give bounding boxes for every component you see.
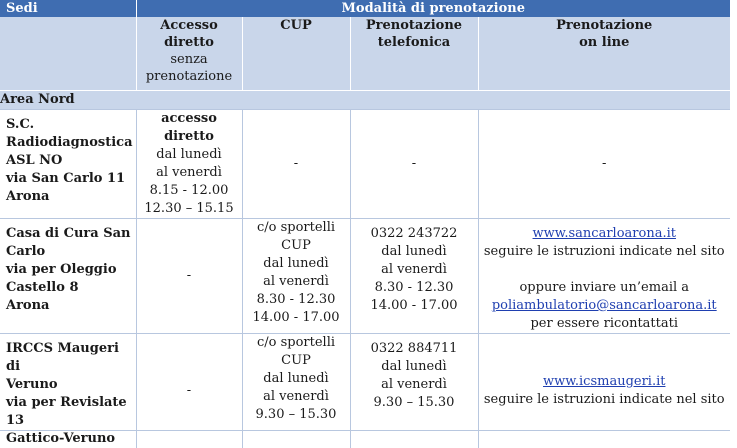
cup-line: dal lunedì: [243, 255, 350, 273]
tel-line: 0322 243722: [351, 225, 478, 243]
cup-line: al venerdì: [243, 273, 350, 291]
website-link[interactable]: www.sancarloarona.it: [479, 225, 731, 243]
online-cell: -: [478, 110, 730, 219]
accesso-line: dal lunedì: [137, 146, 242, 164]
tel-line: 8.30 - 12.30: [351, 279, 478, 297]
col-header-modalita: Modalità di prenotazione: [136, 0, 730, 17]
sede-line: IRCCS Maugeri di: [6, 340, 136, 376]
accesso-line: diretto: [137, 128, 242, 146]
subheader-accesso-line: diretto: [137, 34, 242, 51]
accesso-line: 12.30 – 15.15: [137, 200, 242, 218]
tel-line: 9.30 – 15.30: [351, 394, 478, 412]
sede-line: Gattico-Veruno: [6, 430, 136, 448]
table-row: [0, 219, 730, 334]
subheader-accesso-line: Accesso: [137, 17, 242, 34]
cup-line: dal lunedì: [243, 370, 350, 388]
tel-line: al venerdì: [351, 376, 478, 394]
online-text: per essere ricontattati: [479, 315, 731, 333]
cup-cell: [242, 219, 350, 334]
online-text: seguire le istruzioni indicate nel sito: [479, 391, 731, 409]
col-header-sedi: Sedi: [0, 0, 136, 17]
cup-line: c/o sportelli: [243, 334, 350, 352]
subheader-accesso-line: prenotazione: [137, 68, 242, 85]
sede-line: S.C.: [6, 116, 136, 134]
subheader-row: [0, 17, 730, 91]
subheader-empty: [0, 17, 136, 91]
tel-line: 14.00 - 17.00: [351, 297, 478, 315]
subheader-online-line: Prenotazione: [479, 17, 731, 34]
tel-line: dal lunedì: [351, 358, 478, 376]
subheader-accesso-line: senza: [137, 51, 242, 68]
sede-cell: [0, 110, 136, 219]
subheader-online-line: on line: [479, 34, 731, 51]
bottom-rule: [0, 430, 730, 431]
online-text: seguire le istruzioni indicate nel sito: [479, 243, 731, 261]
accesso-cell: -: [136, 219, 242, 334]
sede-line: via per Oleggio: [6, 261, 136, 279]
sede-line: Arona: [6, 188, 136, 206]
cup-line: 8.30 - 12.30: [243, 291, 350, 309]
cup-line: CUP: [243, 352, 350, 370]
email-link[interactable]: poliambulatorio@sancarloarona.it: [479, 297, 731, 315]
table-row: [0, 110, 730, 219]
tel-cell: -: [350, 110, 478, 219]
online-cell: [478, 219, 730, 334]
sede-line: via per Revislate: [6, 394, 136, 412]
accesso-cell: -: [136, 334, 242, 448]
subheader-cup-line: CUP: [243, 17, 350, 34]
subheader-accesso: [136, 17, 242, 91]
tel-cell: [350, 219, 478, 334]
subheader-tel-line: Prenotazione: [351, 17, 478, 34]
sede-line: Veruno: [6, 376, 136, 394]
tel-line: al venerdì: [351, 261, 478, 279]
accesso-line: al venerdì: [137, 164, 242, 182]
area-row: [0, 91, 730, 110]
accesso-cell: [136, 110, 242, 219]
website-link[interactable]: www.icsmaugeri.it: [479, 373, 731, 391]
accesso-line: 8.15 - 12.00: [137, 182, 242, 200]
cup-line: 14.00 - 17.00: [243, 309, 350, 327]
cup-line: al venerdì: [243, 388, 350, 406]
sede-line: via San Carlo 11: [6, 170, 136, 188]
sede-line: Radiodiagnostica: [6, 134, 136, 152]
tel-line: dal lunedì: [351, 243, 478, 261]
subheader-cup: [242, 17, 350, 91]
subheader-tel-line: telefonica: [351, 34, 478, 51]
online-text: oppure inviare un’email a: [479, 279, 731, 297]
subheader-telefonica: [350, 17, 478, 91]
cup-cell: -: [242, 110, 350, 219]
sede-line: 13: [6, 412, 136, 430]
cup-line: 9.30 – 15.30: [243, 406, 350, 424]
sede-line: ASL NO: [6, 152, 136, 170]
area-label: Area Nord: [0, 91, 730, 110]
cup-line: c/o sportelli: [243, 219, 350, 237]
sede-line: Casa di Cura San: [6, 225, 136, 243]
sede-line: Castello 8: [6, 279, 136, 297]
sede-cell: [0, 219, 136, 334]
sede-line: Carlo: [6, 243, 136, 261]
subheader-online: [478, 17, 730, 91]
sede-line: Arona: [6, 297, 136, 315]
header-row: [0, 0, 730, 17]
accesso-line: accesso: [137, 110, 242, 128]
cup-line: CUP: [243, 237, 350, 255]
tel-line: 0322 884711: [351, 340, 478, 358]
